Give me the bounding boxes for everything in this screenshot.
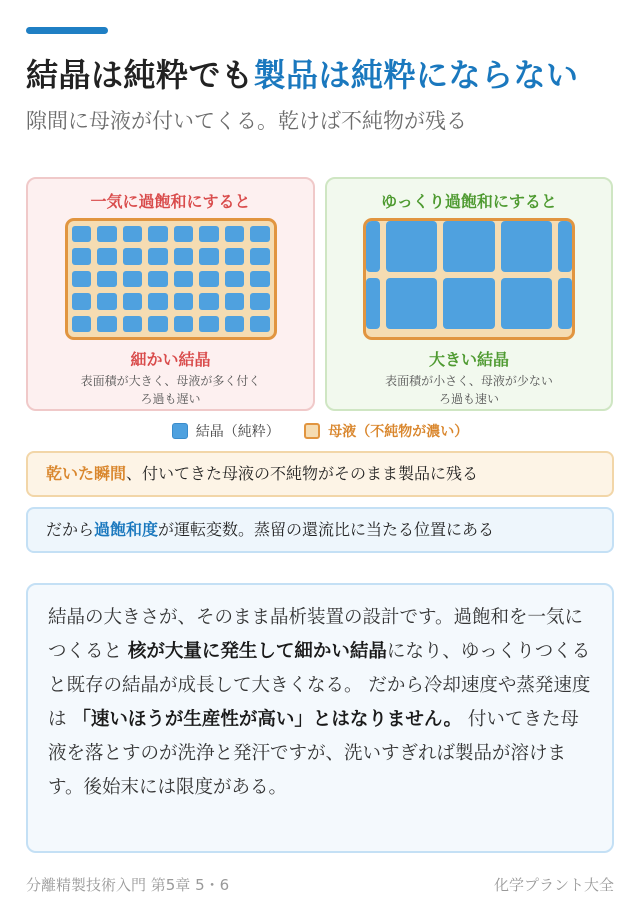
small-crystal (97, 271, 117, 287)
small-crystal (225, 271, 245, 287)
explanation-text-2: になり、ゆっくりつくると既存の結晶が成長して大きくなる。 だから冷却速度や蒸発速度は (48, 641, 591, 730)
legend-item-mother-liquor (304, 421, 468, 441)
slow-panel-heading: ゆっくり過飽和にすると (381, 192, 557, 211)
supersaturation-pre: だから (46, 520, 95, 539)
small-crystal (225, 226, 245, 242)
legend (0, 421, 640, 443)
small-crystal (72, 316, 92, 332)
small-crystal (97, 248, 117, 264)
large-crystal (558, 221, 572, 272)
title-part-1: 結晶は純粋でも (26, 56, 254, 94)
small-crystal (123, 316, 143, 332)
small-crystal (123, 226, 143, 242)
small-crystal (148, 248, 168, 264)
dry-moment-text: 、付いてきた母液の不純物がそのまま製品に残る (126, 464, 479, 483)
small-crystal (148, 316, 168, 332)
small-crystal (123, 271, 143, 287)
small-crystal (199, 316, 219, 332)
slow-desc-line-2: ろ過も速い (438, 392, 499, 406)
page-subtitle: 隙間に母液が付いてくる。乾けば不純物が残る (26, 109, 467, 133)
small-crystal (97, 293, 117, 309)
explanation-text-3: 付いてきた母液を落とすのが洗浄と発汗ですが、洗いすぎれば製品が溶けます。後始末には限度がある。 (48, 709, 579, 798)
small-crystal (72, 248, 92, 264)
large-crystal (443, 221, 494, 272)
footer-source: 分離精製技術入門 第5章 5・6 (26, 876, 230, 894)
slow-panel-description (345, 372, 593, 408)
small-crystal (148, 226, 168, 242)
small-crystal (250, 271, 270, 287)
fast-desc-line-2: ろ過も遅い (140, 392, 201, 406)
small-crystal (199, 226, 219, 242)
small-crystal (199, 293, 219, 309)
small-crystal (199, 271, 219, 287)
accent-bar (26, 27, 108, 34)
small-crystal (97, 226, 117, 242)
slow-panel-label: 大きい結晶 (428, 350, 509, 369)
explanation-box (26, 583, 614, 853)
large-crystal (366, 278, 380, 329)
small-crystal (225, 248, 245, 264)
title-part-2-highlight: 製品は純粋にならない (253, 56, 579, 94)
mother-liquor-swatch-icon (304, 423, 320, 439)
fast-crystallization-panel (26, 177, 315, 411)
small-crystal (123, 248, 143, 264)
small-crystal (72, 293, 92, 309)
legend-crystal-label: 結晶（純粋） (195, 424, 280, 440)
small-crystals-illustration (65, 218, 277, 340)
large-crystal (366, 221, 380, 272)
small-crystal (250, 248, 270, 264)
large-crystal (386, 221, 437, 272)
small-crystal (225, 316, 245, 332)
small-crystal (72, 226, 92, 242)
small-crystal (123, 293, 143, 309)
fast-desc-line-1: 表面積が大きく、母液が多く付く (80, 374, 261, 388)
legend-mother-liquor-label: 母液（不純物が濃い） (328, 424, 469, 440)
small-crystal (174, 248, 194, 264)
small-crystal (174, 226, 194, 242)
large-crystal (386, 278, 437, 329)
fast-panel-label: 細かい結晶 (130, 350, 211, 369)
slow-crystallization-panel (325, 177, 613, 411)
small-crystal (250, 293, 270, 309)
large-crystal (501, 221, 552, 272)
fast-panel-heading: 一気に過飽和にすると (90, 192, 251, 211)
explanation-text-1: 結晶の大きさが、そのまま晶析装置の設計です。過飽和を一気につくると (48, 607, 584, 662)
small-crystal (174, 271, 194, 287)
explanation-bold-1: 核が大量に発生して細かい結晶 (127, 641, 387, 662)
small-crystal (72, 271, 92, 287)
legend-item-crystal (172, 421, 280, 441)
small-crystal (250, 226, 270, 242)
explanation-paragraph (48, 601, 592, 805)
slow-desc-line-1: 表面積が小さく、母液が少ない (385, 374, 553, 388)
large-crystal (443, 278, 494, 329)
large-crystals-illustration (363, 218, 575, 340)
page-title (26, 50, 579, 96)
dry-moment-emphasis: 乾いた瞬間 (46, 464, 127, 483)
small-crystal (199, 248, 219, 264)
dry-moment-note (26, 451, 614, 497)
explanation-bold-2: 「速いほうが生産性が高い」とはなりません。 (72, 709, 463, 730)
small-crystal (148, 293, 168, 309)
fast-panel-description (46, 372, 295, 408)
small-crystal (97, 316, 117, 332)
supersaturation-text: が運転変数。蒸留の還流比に当たる位置にある (158, 520, 495, 539)
small-crystal (174, 293, 194, 309)
large-crystal (558, 278, 572, 329)
footer-brand: 化学プラント大全 (493, 876, 614, 894)
supersaturation-note (26, 507, 614, 553)
small-crystal (250, 316, 270, 332)
supersaturation-emphasis: 過飽和度 (94, 520, 159, 539)
small-crystal (148, 271, 168, 287)
small-crystal (225, 293, 245, 309)
small-crystal (174, 316, 194, 332)
large-crystal (501, 278, 552, 329)
crystal-swatch-icon (172, 423, 188, 439)
